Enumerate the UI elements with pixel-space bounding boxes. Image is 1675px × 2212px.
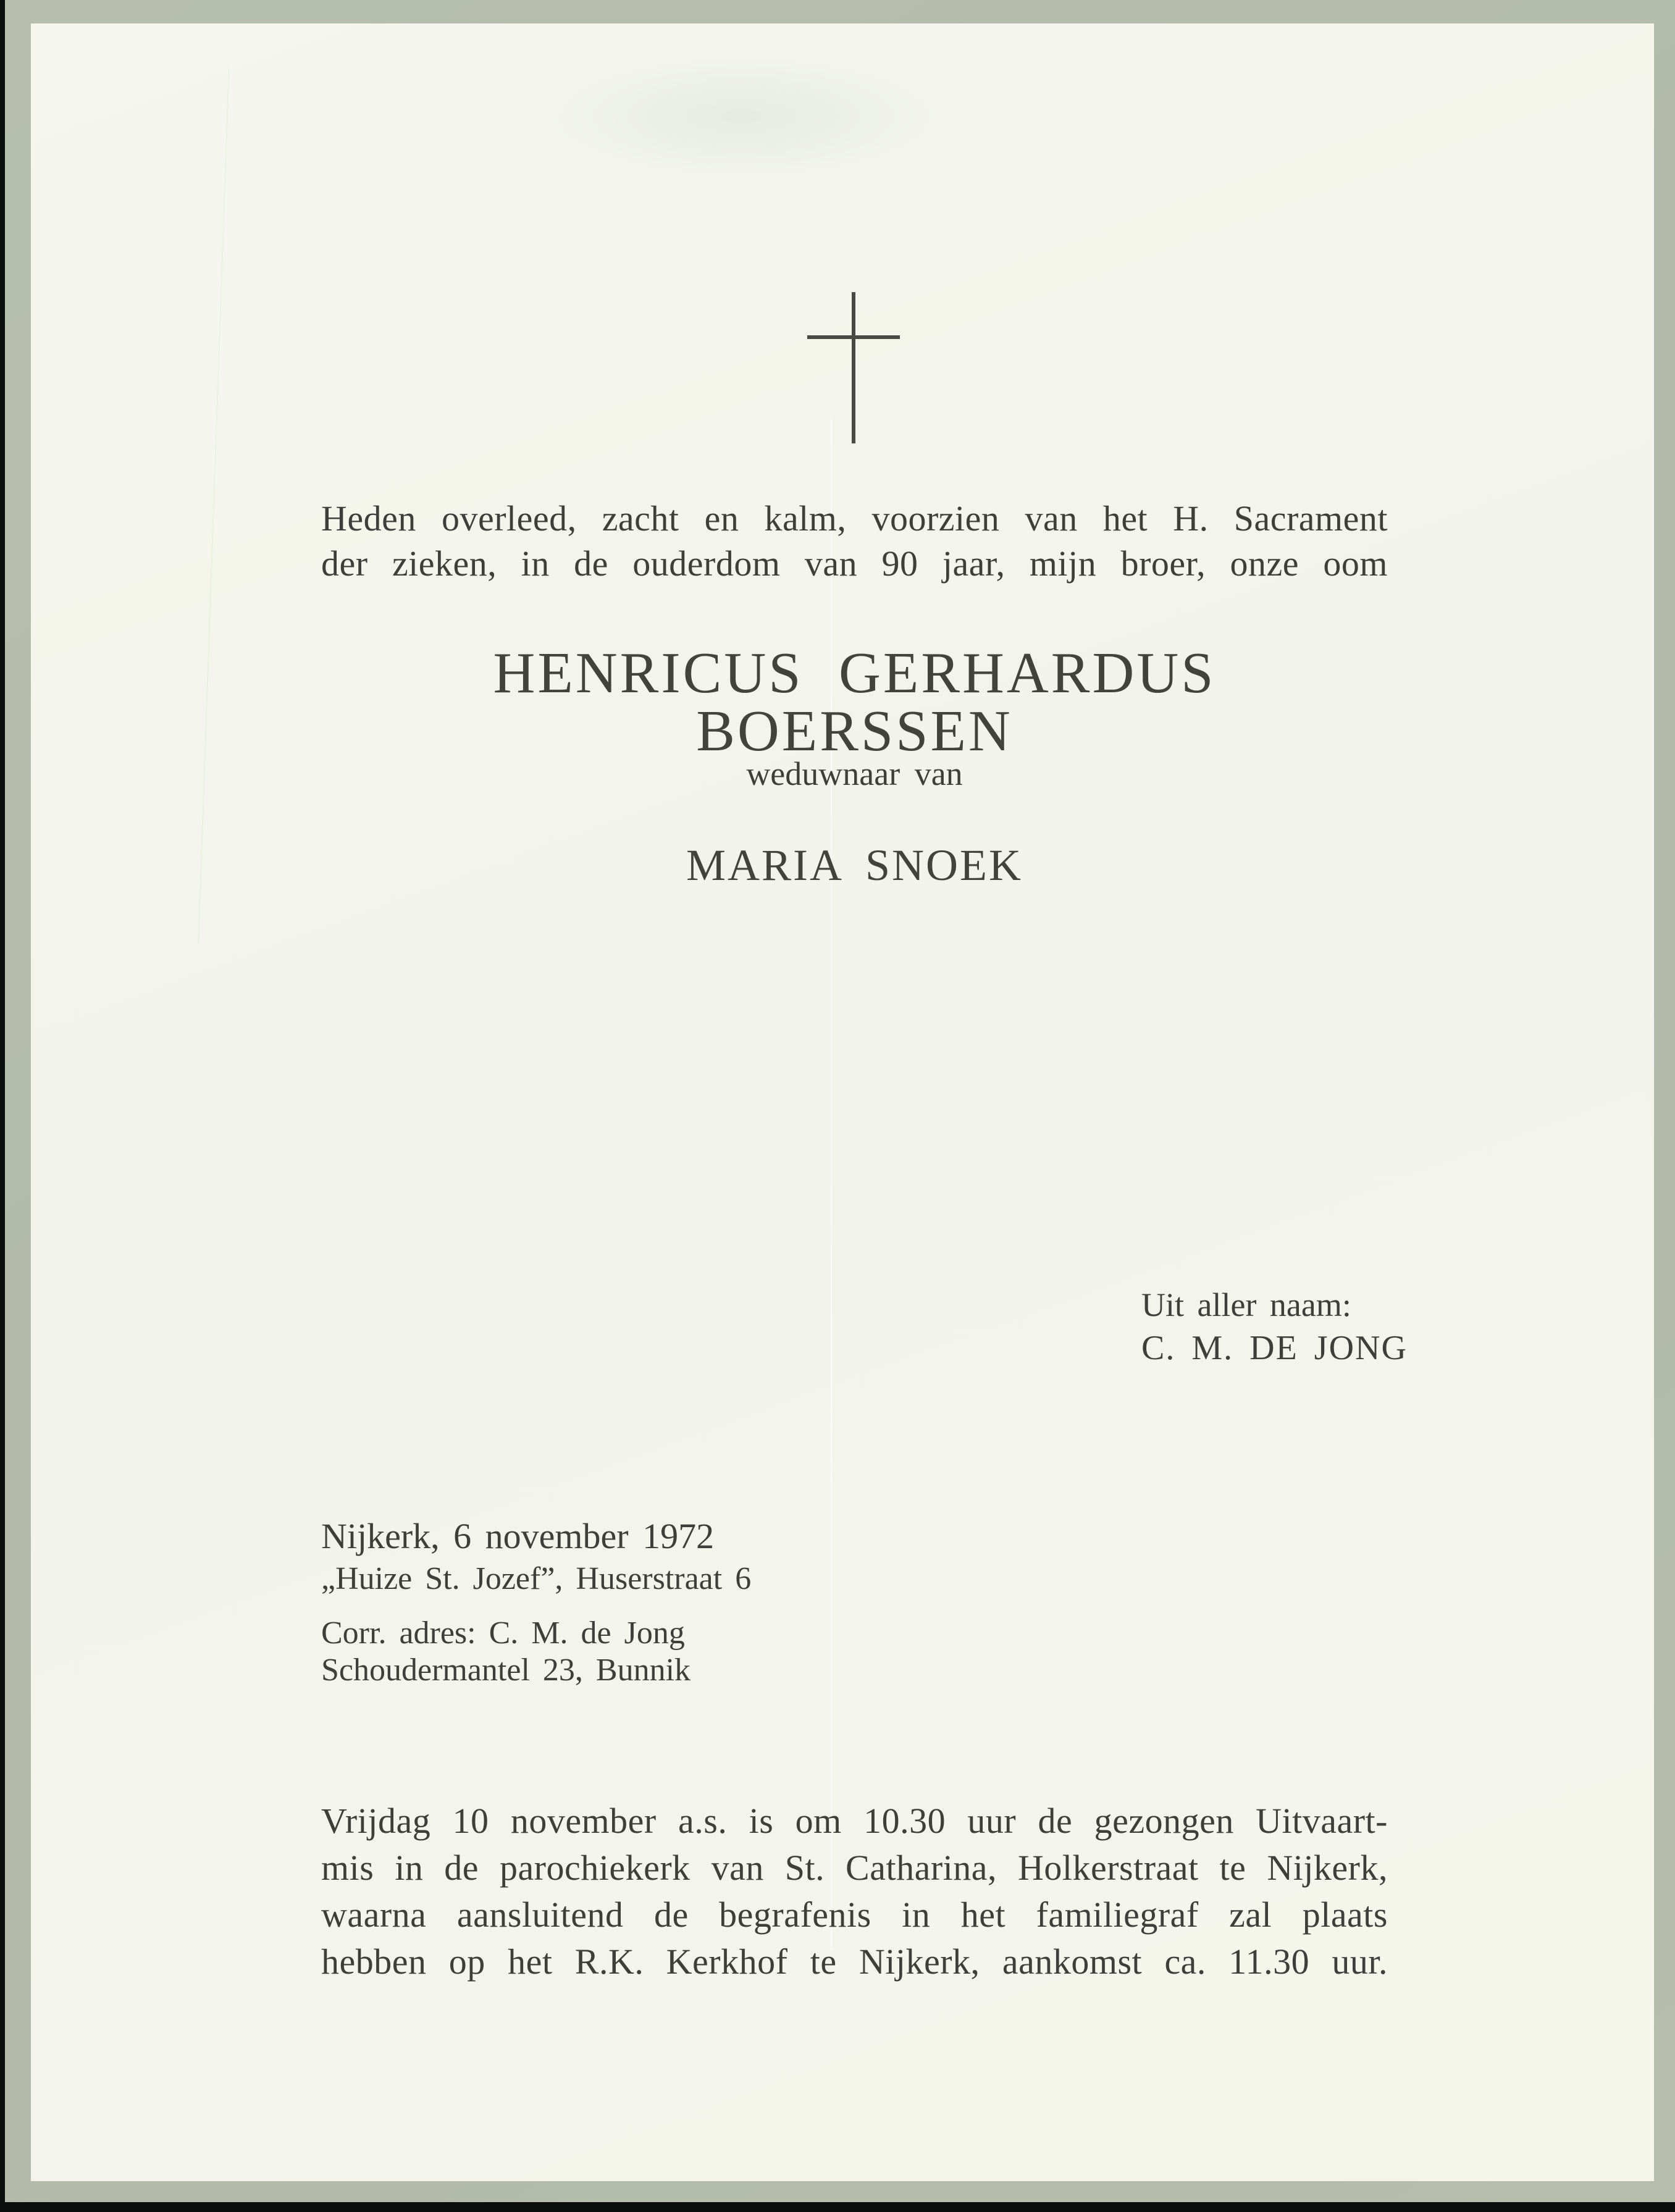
card-border-mat	[5, 0, 1675, 2202]
correspondence-address-line-1: Corr. adres: C. M. de Jong	[321, 1615, 685, 1651]
memorial-card	[31, 23, 1654, 2181]
funeral-line-3: waarna aansluitend de begrafenis in het familiegraf zal plaats	[321, 1895, 1388, 1935]
attribution-name: C. M. DE JONG	[1141, 1329, 1408, 1367]
funeral-line-4: hebben op het R.K. Kerkhof te Nijkerk, aankomst ca. 11.30 uur.	[321, 1942, 1388, 1982]
relation-label: weduwnaar van	[746, 755, 963, 792]
scan-smudge	[525, 48, 957, 184]
latin-cross-icon	[807, 292, 900, 443]
funeral-line-1: Vrijdag 10 november a.s. is om 10.30 uur de gezongen Uitvaart-	[321, 1801, 1388, 1841]
spouse-name: MARIA SNOEK	[686, 840, 1023, 890]
funeral-paragraph	[321, 1798, 1388, 1985]
intro-paragraph	[321, 496, 1388, 586]
residence-address: „Huize St. Jozef”, Huserstraat 6	[321, 1561, 752, 1596]
funeral-line-2: mis in de parochiekerk van St. Catharina, Holkerstraat te Nijkerk,	[321, 1848, 1388, 1888]
attribution-block	[1141, 1283, 1463, 1370]
crease-line	[198, 67, 230, 943]
attribution-label: Uit aller naam:	[1141, 1286, 1351, 1323]
intro-line-1: Heden overleed, zacht en kalm, voorzien van het H. Sacrament	[321, 498, 1388, 538]
correspondence-address-line-2: Schoudermantel 23, Bunnik	[321, 1653, 691, 1688]
deceased-name: HENRICUS GERHARDUS BOERSSEN	[493, 641, 1216, 763]
place-and-date: Nijkerk, 6 november 1972	[321, 1516, 715, 1556]
intro-line-2: der zieken, in de ouderdom van 90 jaar, mijn broer, onze oom	[321, 543, 1388, 584]
